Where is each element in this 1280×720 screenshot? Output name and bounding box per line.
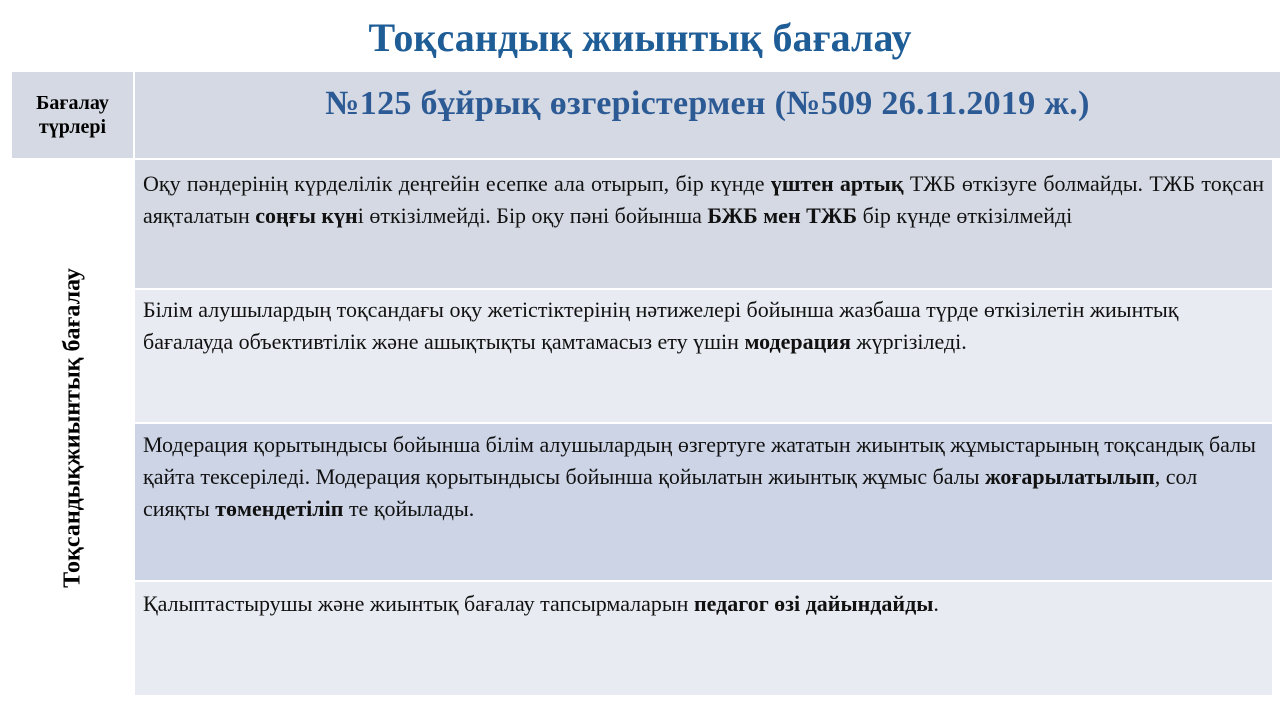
header-left-line1: Бағалау	[36, 92, 109, 114]
row3-bold-1: жоғарылатылып	[985, 464, 1155, 489]
rule-row-2	[135, 290, 1272, 422]
row1-bold-3: БЖБ мен ТЖБ	[707, 203, 858, 228]
row4-bold-1: педагог өзі дайындайды	[693, 591, 934, 616]
row2-bold-1: модерация	[744, 329, 851, 354]
header-left-line2: түрлері	[38, 116, 107, 138]
rule-row-3	[135, 424, 1272, 580]
slide-title: Тоқсандық жиынтық бағалау	[368, 15, 912, 60]
row1-text-3: і өткізілмейді. Бір оқу пәні бойынша	[357, 203, 708, 228]
row2-text-1: Білім алушылардың тоқсандағы оқу жетістіктерінің нәтижелері бойынша жазбаша түрде өткізілетін жиынтық бағалауда объективтілік және ашықтықты қамтамасыз ету үшін	[143, 297, 1179, 354]
row3-text-2: , сол сияқты	[143, 464, 1198, 521]
header-order-text: №125 бұйрық өзгерістермен (№509 26.11.2019 ж.)	[325, 85, 1090, 122]
row1-bold-1: үштен артық	[770, 171, 904, 196]
side-label-cell	[12, 160, 133, 695]
rule-row-4	[135, 582, 1272, 695]
row4-text-2: .	[933, 591, 939, 616]
rule-row-1	[135, 160, 1272, 288]
row3-bold-2: төмендетіліп	[215, 496, 344, 521]
header-cell-assessment-types	[12, 72, 133, 158]
row2-text-2: жүргізіледі.	[850, 329, 967, 354]
header-cell-order	[135, 72, 1280, 158]
row4-text-1: Қалыптастырушы және жиынтық бағалау тапсырмаларын	[143, 591, 694, 616]
row3-text-3: те қойылады.	[343, 496, 475, 521]
side-label: Тоқсандықжиынтық бағалау	[59, 267, 85, 588]
row1-text-4: бір күнде өткізілмейді	[857, 203, 1073, 228]
row3-text-1: Модерация қорытындысы бойынша білім алушылардың өзгертуге жататын жиынтық жұмыстарының тоқсандық балы қайта тексеріледі. Модерация қорытындысы бойынша қойылатын жиынтық жұмыс балы	[143, 432, 1256, 489]
row1-bold-2: соңғы күн	[255, 203, 358, 228]
row1-text-1: Оқу пәндерінің күрделілік деңгейін есепке ала отырып, бір күнде	[143, 171, 771, 196]
row1-text-2: ТЖБ өткізуге болмайды. ТЖБ тоқсан аяқталатын	[143, 171, 1264, 228]
